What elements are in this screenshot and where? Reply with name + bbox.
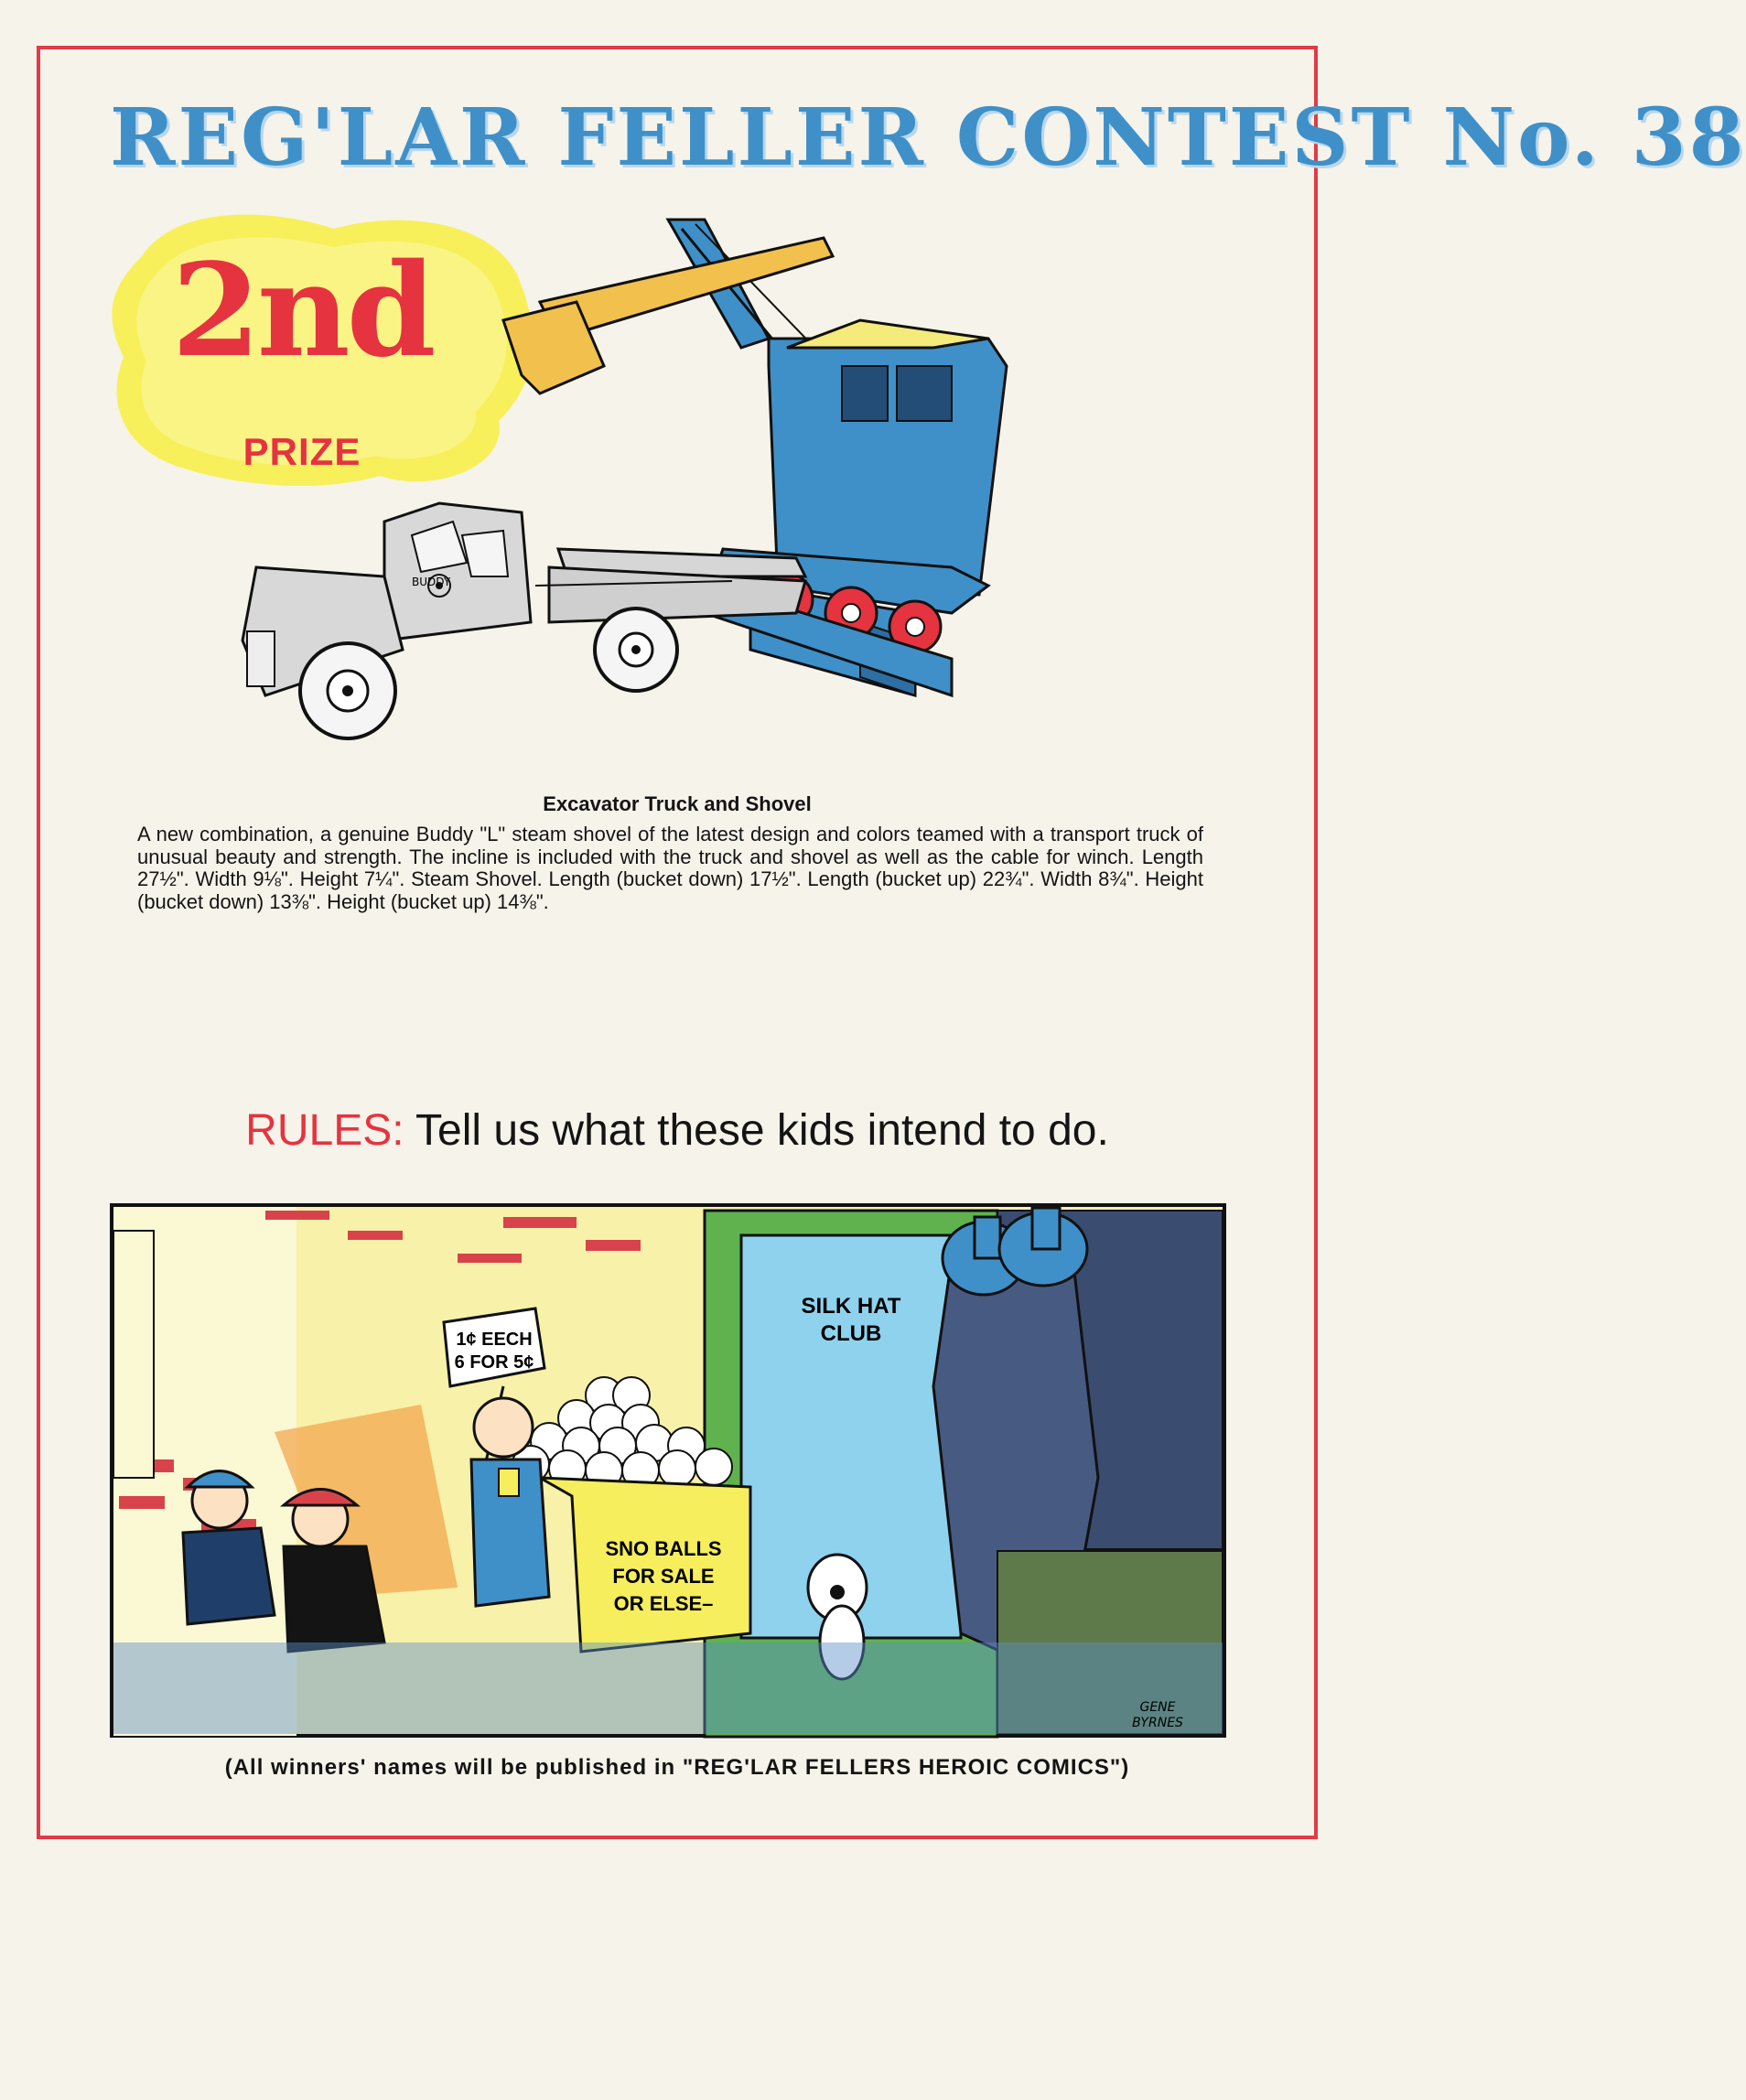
price-sign-line1: 1¢ EECH bbox=[456, 1330, 533, 1350]
product-title: Excavator Truck and Shovel bbox=[543, 792, 812, 815]
transport-truck bbox=[242, 503, 805, 738]
product-description: A new combination, a genuine Buddy "L" steam shovel of the latest design and colors teamed with a transport truck of unusual beauty and strength. The incline is included with the truck and shovel as well as the cable for winch. Length 27½". Width 9⅛". Height 7¼". Steam Shovel. Length (bucket down) 17½". Length (bucket up) 22¾". Width 8¾". Height (bucket down) 13⅜". Height (bucket up) 14⅜". bbox=[137, 823, 1203, 913]
rules-label: RULES: bbox=[245, 1106, 404, 1155]
truck-badge: BUDDY bbox=[412, 576, 451, 588]
artist-signature-line1: GENE bbox=[1139, 1700, 1176, 1715]
steam-shovel bbox=[503, 220, 1007, 695]
box-line2: FOR SALE bbox=[612, 1565, 715, 1588]
price-sign-line2: 6 FOR 5¢ bbox=[454, 1352, 534, 1373]
box-line1: SNO BALLS bbox=[605, 1537, 722, 1560]
box-line3: OR ELSE– bbox=[613, 1592, 714, 1615]
rules-line bbox=[128, 1105, 1226, 1156]
comic-panel bbox=[110, 1203, 1226, 2100]
artist-signature-line2: BYRNES bbox=[1132, 1716, 1183, 1730]
prize-label: PRIZE bbox=[242, 430, 361, 473]
door-sign-line2: CLUB bbox=[820, 1321, 882, 1346]
prize-place: 2nd bbox=[171, 236, 433, 386]
door-sign-line1: SILK HAT bbox=[801, 1294, 901, 1319]
excavator-truck-illustration bbox=[311, 220, 1226, 732]
contest-title: REG'LAR FELLER CONTEST No. 38 bbox=[110, 92, 1746, 184]
winners-note: (All winners' names will be published in "REG'LAR FELLERS HEROIC COMICS") bbox=[224, 1755, 1130, 1780]
rules-text: Tell us what these kids intend to do. bbox=[415, 1106, 1109, 1155]
